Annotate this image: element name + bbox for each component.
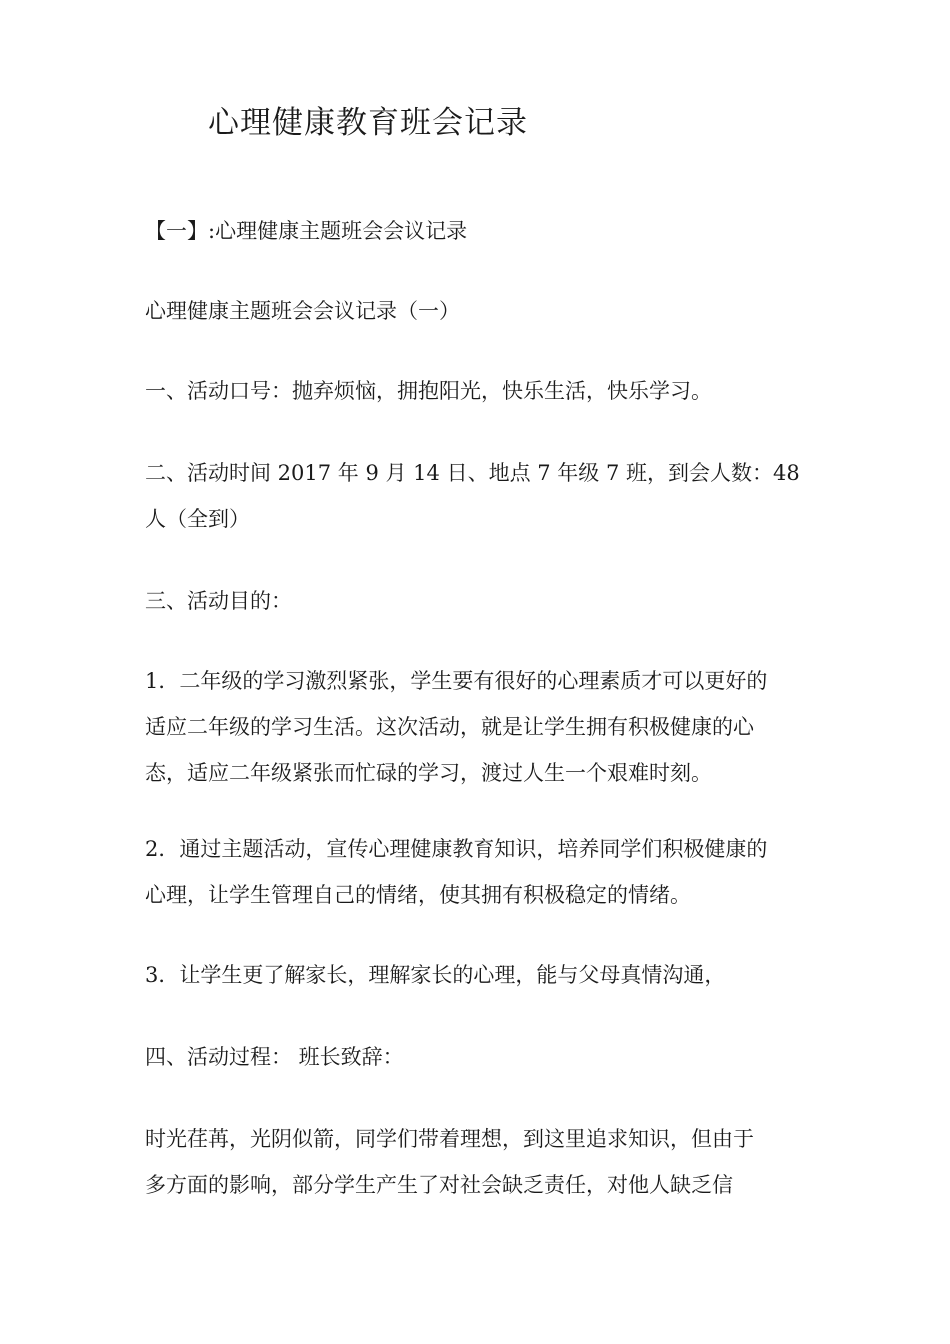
time-place-paragraph [145, 450, 809, 542]
section-heading-text: 【一】:心理健康主题班会会议记录 [145, 219, 468, 243]
speech-paragraph [145, 1116, 809, 1208]
subtitle [145, 288, 809, 334]
purpose-heading-text: 三、活动目的： [145, 589, 292, 613]
purpose-3-line: 3．让学生更了解家长，理解家长的心理，能与父母真情沟通， [145, 963, 726, 987]
process-heading-text: 四、活动过程： 班长致辞： [145, 1045, 404, 1069]
purpose-1-line-1: 1．二年级的学习激烈紧张，学生要有很好的心理素质才可以更好的 [145, 669, 768, 693]
purpose-1-line-2: 适应二年级的学习生活。这次活动，就是让学生拥有积极健康的心 [145, 715, 754, 739]
purpose-1-paragraph [145, 658, 809, 796]
section-heading [145, 208, 809, 254]
subtitle-text: 心理健康主题班会会议记录（一） [145, 299, 460, 323]
purpose-1-line-3: 态，适应二年级紧张而忙碌的学习，渡过人生一个艰难时刻。 [145, 761, 712, 785]
purpose-2-line-1: 2．通过主题活动，宣传心理健康教育知识，培养同学们积极健康的 [145, 837, 768, 861]
process-heading [145, 1034, 809, 1080]
purpose-2-paragraph [145, 826, 809, 918]
time-place-line-1: 二、活动时间 2017 年 9 月 14 日、地点 7 年级 7 班，到会人数：48 [145, 461, 800, 485]
purpose-3-paragraph [145, 952, 809, 998]
slogan-text: 一、活动口号：抛弃烦恼，拥抱阳光，快乐生活，快乐学习。 [145, 379, 712, 403]
purpose-2-line-2: 心理，让学生管理自己的情绪，使其拥有积极稳定的情绪。 [145, 883, 691, 907]
speech-line-1: 时光荏苒，光阴似箭，同学们带着理想，到这里追求知识，但由于 [145, 1127, 754, 1151]
slogan-paragraph [145, 368, 809, 414]
time-place-line-2: 人（全到） [145, 507, 250, 531]
document-title: 心理健康教育班会记录 [208, 105, 528, 141]
speech-line-2: 多方面的影响，部分学生产生了对社会缺乏责任，对他人缺乏信 [145, 1173, 733, 1197]
purpose-heading [145, 578, 809, 624]
